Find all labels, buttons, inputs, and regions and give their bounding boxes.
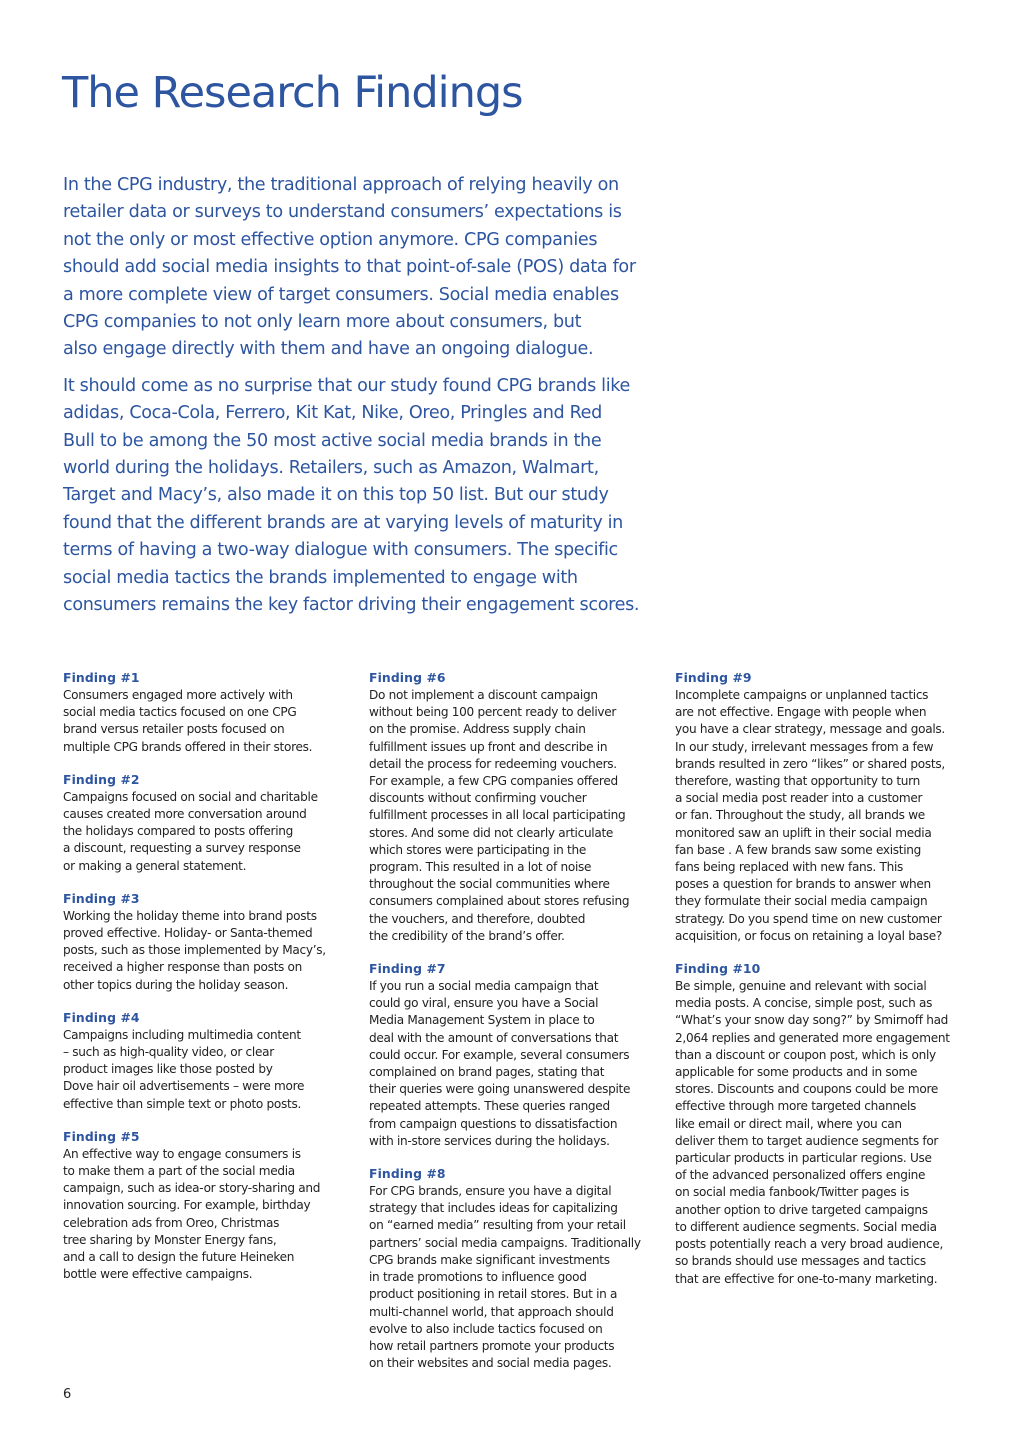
finding-3-heading: Finding #3 (63, 890, 140, 906)
finding-7 (369, 961, 659, 1150)
findings-column-3 (675, 670, 965, 1288)
intro-paragraph-2: It should come as no surprise that our study found CPG brands like adidas, Coca-Cola, Ferrero, Kit Kat, Nike, Oreo, Pringles and Red Bull to be among the 50 most active social media brands in the world during the holidays. Retailers, such as Amazon, Walmart, Target and Macy’s, also made it on this top 50 list. But our study found that the different brands are at varying levels of maturity in terms of having a two-way dialogue with consumers. The specific social media tactics the brands implemented to engage with consumers remains the key factor driving their engagement scores. (63, 375, 640, 616)
finding-6-body: Do not implement a discount campaign without being 100 percent ready to deliver on the promise. Address supply chain fulfillment issues up front and describe in detail the process for redeeming vouchers. For example, a few CPG companies offered discounts without confirming voucher fulfillment processes in all local participating stores. And some did not clearly articulate which stores were participating in the program. This resulted in a lot of noise throughout the social communities where consumers complained about stores refusing the vouchers, and therefore, doubted the credibility of the brand’s offer. (369, 688, 630, 943)
finding-4-heading: Finding #4 (63, 1009, 140, 1025)
finding-2-body: Campaigns focused on social and charitable causes created more conversation around the holidays compared to posts offering a discount, requesting a survey response or making a general statement. (63, 789, 318, 873)
finding-9-body: Incomplete campaigns or unplanned tactics are not effective. Engage with people when you have a clear strategy, message and goals. In our study, irrelevant messages from a few brands resulted in zero “likes” or shared posts, therefore, wasting that opportunity to turn a social media post reader into a customer or fan. Throughout the study, all brands we monitored saw an uplift in their social media fan base . A few brands saw some existing fans being replaced with new fans. This poses a question for brands to answer when they formulate their social media campaign strategy. Do you spend time on new customer acquisition, or focus on retaining a loyal base? (675, 688, 945, 943)
finding-2-heading: Finding #2 (63, 771, 140, 787)
finding-3-body: Working the holiday theme into brand posts proved effective. Holiday- or Santa-themed posts, such as those implemented by Macy’s, received a higher response than posts on other topics during the holiday season. (63, 908, 326, 992)
finding-8 (369, 1166, 659, 1372)
finding-1 (63, 670, 353, 756)
finding-4 (63, 1010, 353, 1113)
finding-9 (675, 670, 965, 945)
finding-1-body: Consumers engaged more actively with social media tactics focused on one CPG brand versus retailer posts focused on multiple CPG brands offered in their stores. (63, 688, 313, 754)
finding-7-heading: Finding #7 (369, 961, 446, 977)
finding-1-heading: Finding #1 (63, 670, 140, 685)
page-number: 6 (63, 1387, 72, 1402)
finding-8-body: For CPG brands, ensure you have a digital strategy that includes ideas for capitalizing on “earned media” resulting from your retail partners’ social media campaigns. Traditionally CPG brands make significant investments in trade promotions to influence good product positioning in retail stores. But in a multi-channel world, that approach should evolve to also include tactics focused on how retail partners promote your products on their websites and social media pages. (369, 1184, 641, 1371)
intro-paragraph-1: In the CPG industry, the traditional approach of relying heavily on retailer data or surveys to understand consumers’ expectations is not the only or most effective option anymore. CPG companies should add social media insights to that point-of-sale (POS) data for a more complete view of target consumers. Social media enables CPG companies to not only learn more about consumers, but also engage directly with them and have an ongoing dialogue. (63, 175, 636, 360)
finding-10 (675, 961, 965, 1288)
finding-6 (369, 670, 659, 945)
finding-10-body: Be simple, genuine and relevant with social media posts. A concise, simple post, such as “What’s your snow day song?” by Smirnoff had 2,064 replies and generated more engagement than a discount or coupon post, which is only applicable for some products and in some stores. Discounts and coupons could be more effective through more targeted channels like email or direct mail, where you can deliver them to target audience segments for particular products in particular regions. Use of the advanced personalized offers engine on social media fanbook/Twitter pages is another option to drive targeted campaigns to different audience segments. Social media posts potentially reach a very broad audience, so brands should use messages and tactics that are effective for one-to-many marketing. (675, 979, 950, 1286)
finding-7-body: If you run a social media campaign that could go viral, ensure you have a Social Media Management System in place to deal with the amount of conversations that could occur. For example, several consumers complained on brand pages, stating that their queries were going unanswered despite repeated attempts. These queries ranged from campaign questions to dissatisfaction with in-store services during the holidays. (369, 979, 631, 1148)
finding-3 (63, 891, 353, 994)
finding-9-heading: Finding #9 (675, 670, 752, 685)
intro-section (63, 172, 663, 620)
finding-4-body: Campaigns including multimedia content – such as high-quality video, or clear product images like those posted by Dove hair oil advertisements – were more effective than simple text or photo posts. (63, 1027, 305, 1111)
finding-2 (63, 772, 353, 875)
finding-5-heading: Finding #5 (63, 1128, 140, 1144)
page-title: The Research Findings (62, 68, 523, 118)
findings-column-2 (369, 670, 659, 1372)
finding-5-body: An effective way to engage consumers is to make them a part of the social media campaign, such as idea-or story-sharing and innovation sourcing. For example, birthday celebration ads from Oreo, Christmas tree sharing by Monster Energy fans, and a call to design the future Heineken bottle were effective campaigns. (63, 1146, 321, 1282)
findings-column-1 (63, 670, 353, 1283)
finding-6-heading: Finding #6 (369, 670, 446, 685)
finding-8-heading: Finding #8 (369, 1166, 446, 1182)
finding-10-heading: Finding #10 (675, 961, 761, 977)
finding-5 (63, 1129, 353, 1284)
